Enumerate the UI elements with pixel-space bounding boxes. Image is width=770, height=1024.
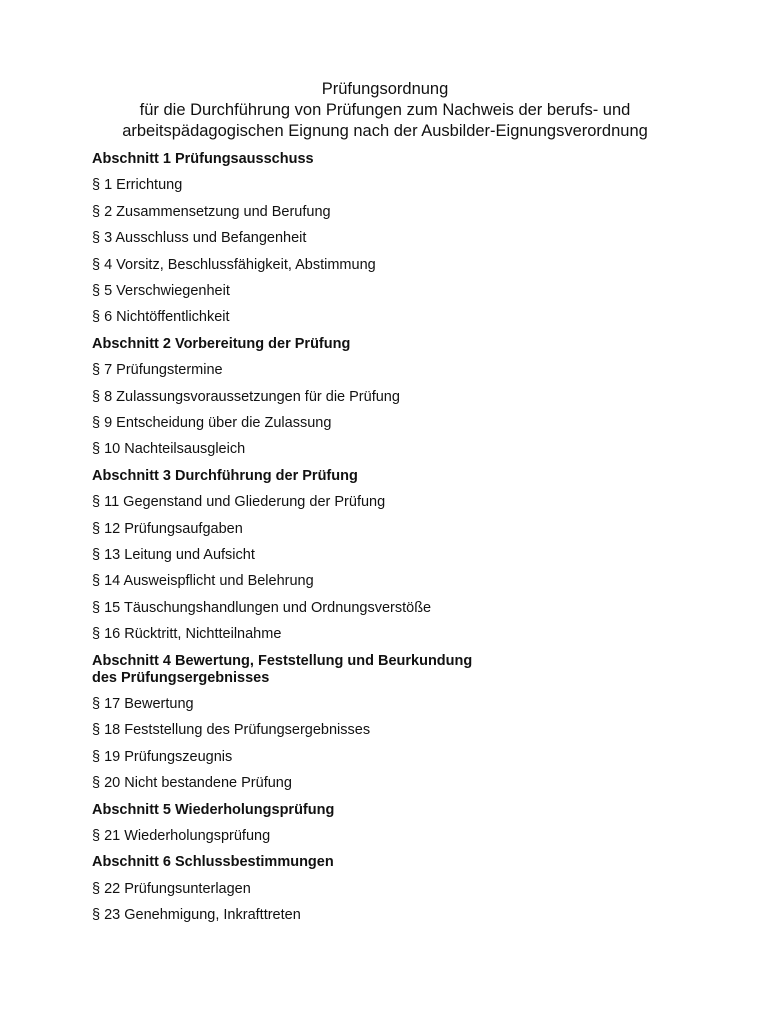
section-heading-line: des Prüfungsergebnisses xyxy=(92,669,270,686)
toc-entry: § 2 Zusammensetzung und Berufung xyxy=(92,203,331,220)
toc-entry: § 11 Gegenstand und Gliederung der Prüfung xyxy=(92,494,386,511)
toc-entry: § 22 Prüfungsunterlagen xyxy=(92,880,251,897)
toc-entry: § 23 Genehmigung, Inkrafttreten xyxy=(92,907,301,924)
section-heading-line: Abschnitt 1 Prüfungsausschuss xyxy=(92,151,314,167)
toc-entry: § 13 Leitung und Aufsicht xyxy=(92,547,255,563)
title-line-1: Prüfungsordnung xyxy=(321,80,449,98)
toc-entry: § 10 Nachteilsausgleich xyxy=(92,441,246,458)
section-heading-6 xyxy=(92,854,334,871)
section-heading-2 xyxy=(92,336,350,353)
toc-entry: § 5 Verschwiegenheit xyxy=(92,283,230,299)
toc-entry: § 1 Errichtung xyxy=(92,177,183,194)
toc-entry: § 21 Wiederholungsprüfung xyxy=(92,828,271,844)
toc-entry: § 15 Täuschungshandlungen und Ordnungsverstöße xyxy=(92,599,432,616)
toc-entry: § 3 Ausschluss und Befangenheit xyxy=(92,230,307,247)
toc-entry: § 19 Prüfungszeugnis xyxy=(92,748,233,765)
toc-entry: § 16 Rücktritt, Nichtteilnahme xyxy=(92,626,282,643)
document-title xyxy=(0,79,770,142)
section-heading-line: Abschnitt 3 Durchführung der Prüfung xyxy=(92,467,358,484)
toc-entry: § 12 Prüfungsaufgaben xyxy=(92,520,243,537)
section-heading-5 xyxy=(92,802,334,819)
toc-entry: § 14 Ausweispflicht und Belehrung xyxy=(92,573,314,590)
section-heading-line: Abschnitt 4 Bewertung, Feststellung und Beurkundung xyxy=(92,652,473,669)
section-heading-4 xyxy=(92,653,472,687)
section-heading-line: Abschnitt 6 Schlussbestimmungen xyxy=(92,854,334,871)
toc-entry: § 17 Bewertung xyxy=(92,696,194,712)
title-line-2: für die Durchführung von Prüfungen zum Nachweis der berufs- und xyxy=(139,101,631,119)
section-heading-line: Abschnitt 2 Vorbereitung der Prüfung xyxy=(92,335,351,352)
title-line-3: arbeitspädagogischen Eignung nach der Ausbilder-Eignungsverordnung xyxy=(122,122,648,140)
toc-entry: § 20 Nicht bestandene Prüfung xyxy=(92,775,292,792)
toc-entry: § 9 Entscheidung über die Zulassung xyxy=(92,415,332,431)
section-heading-line: Abschnitt 5 Wiederholungsprüfung xyxy=(92,801,335,818)
toc-entry: § 8 Zulassungsvoraussetzungen für die Prüfung xyxy=(92,388,400,405)
toc-entry: § 7 Prüfungstermine xyxy=(92,362,223,379)
toc-entry: § 6 Nichtöffentlichkeit xyxy=(92,309,230,326)
section-heading-3 xyxy=(92,468,358,485)
toc-entry: § 18 Feststellung des Prüfungsergebnisses xyxy=(92,722,371,739)
toc-entry: § 4 Vorsitz, Beschlussfähigkeit, Abstimmung xyxy=(92,256,376,273)
section-heading-1 xyxy=(92,151,314,168)
